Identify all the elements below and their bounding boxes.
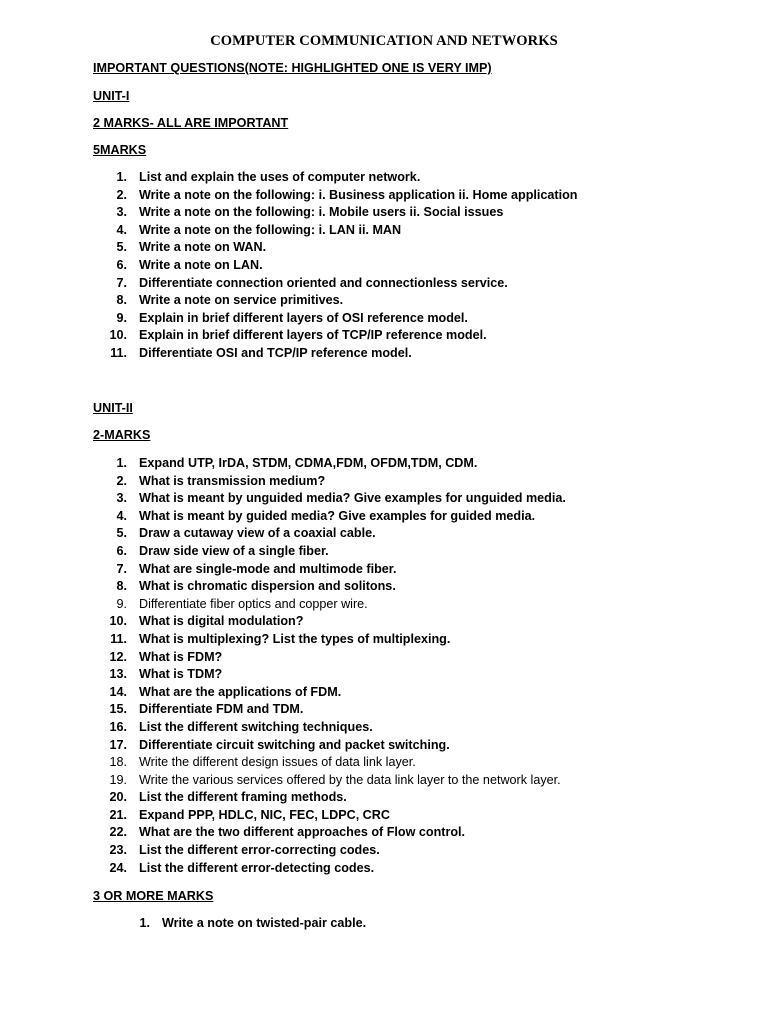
question-text: Differentiate circuit switching and packet switching.	[139, 737, 450, 752]
question-text: What is TDM?	[139, 667, 223, 682]
question-text: Write a note on WAN.	[139, 240, 267, 255]
question-number: 1.	[116, 170, 127, 184]
question-text: What is digital modulation?	[139, 614, 304, 629]
question-number: 11.	[110, 345, 127, 360]
question-number: 19.	[109, 772, 127, 787]
question-text: Differentiate connection oriented and connectionless service.	[139, 275, 508, 290]
question-number: 6.	[116, 257, 127, 272]
question-number: 5.	[116, 526, 127, 541]
question-number: 3.	[116, 491, 127, 506]
important-questions-note: IMPORTANT QUESTIONS(NOTE: HIGHLIGHTED ONE IS VERY IMP)	[93, 61, 492, 75]
question-text: Write the different design issues of data link layer.	[139, 755, 416, 770]
question-number: 4.	[116, 222, 127, 237]
question-text: Differentiate fiber optics and copper wire.	[139, 596, 368, 611]
question-number: 6.	[116, 543, 127, 558]
unit-1-heading: UNIT-I	[93, 89, 130, 103]
question-number: 7.	[116, 275, 127, 290]
question-text: List the different switching techniques.	[139, 719, 373, 734]
question-number: 7.	[116, 561, 127, 576]
question-number: 8.	[116, 293, 127, 308]
question-number: 17.	[109, 737, 127, 752]
question-text: Expand UTP, IrDA, STDM, CDMA,FDM, OFDM,TDM, CDM.	[139, 456, 478, 470]
question-text: Draw a cutaway view of a coaxial cable.	[139, 526, 376, 541]
question-text: Explain in brief different layers of OSI reference model.	[139, 310, 468, 325]
question-text: List the different error-detecting codes.	[139, 860, 375, 875]
question-number: 9.	[116, 596, 127, 611]
question-text: Draw side view of a single fiber.	[139, 543, 329, 558]
question-number: 1.	[116, 456, 127, 470]
question-text: Write a note on the following: i. LAN ii. MAN	[139, 222, 402, 237]
question-text: What are the two different approaches of Flow control.	[139, 825, 466, 840]
question-text: What is FDM?	[139, 649, 223, 664]
unit-2-three-marks-heading: 3 OR MORE MARKS	[93, 889, 214, 903]
question-text: What is meant by guided media? Give examples for guided media.	[139, 508, 536, 523]
unit-1-five-marks-heading: 5MARKS	[93, 143, 147, 157]
question-text: Differentiate OSI and TCP/IP reference model.	[139, 345, 412, 360]
question-number: 2.	[116, 187, 127, 202]
question-text: Explain in brief different layers of TCP/IP reference model.	[139, 328, 487, 343]
question-text: Write a note on twisted-pair cable.	[162, 916, 367, 930]
question-number: 13.	[109, 667, 127, 682]
question-text: Write a note on the following: i. Business application ii. Home application	[139, 187, 578, 202]
question-text: What are the applications of FDM.	[139, 684, 342, 699]
question-number: 1.	[139, 916, 150, 930]
question-text: List the different framing methods.	[139, 790, 347, 805]
question-number: 2.	[116, 473, 127, 488]
question-number: 5.	[116, 240, 127, 255]
question-text: What is meant by unguided media? Give examples for unguided media.	[139, 491, 566, 506]
question-number: 16.	[109, 719, 127, 734]
question-number: 21.	[109, 807, 127, 822]
question-text: List the different error-correcting codes.	[139, 843, 380, 858]
question-text: Write a note on the following: i. Mobile users ii. Social issues	[139, 205, 504, 220]
question-number: 14.	[109, 684, 127, 699]
unit-1-two-marks-heading: 2 MARKS- ALL ARE IMPORTANT	[93, 116, 289, 130]
document-title: COMPUTER COMMUNICATION AND NETWORKS	[210, 33, 558, 49]
question-number: 8.	[116, 579, 127, 594]
question-text: What are single-mode and multimode fiber.	[139, 561, 397, 576]
question-number: 24.	[109, 860, 127, 875]
question-number: 9.	[116, 310, 127, 325]
question-number: 15.	[109, 702, 127, 717]
unit-2-two-marks-heading: 2-MARKS	[93, 428, 151, 442]
question-number: 23.	[109, 843, 127, 858]
question-text: List and explain the uses of computer network.	[139, 170, 421, 184]
question-text: What is chromatic dispersion and solitons.	[139, 579, 396, 594]
question-text: Differentiate FDM and TDM.	[139, 702, 304, 717]
question-text: Write a note on service primitives.	[139, 293, 344, 308]
question-number: 12.	[109, 649, 127, 664]
question-text: What is transmission medium?	[139, 473, 326, 488]
question-text: Expand PPP, HDLC, NIC, FEC, LDPC, CRC	[139, 807, 390, 822]
question-text: Write a note on LAN.	[139, 257, 263, 272]
question-text: Write the various services offered by the data link layer to the network layer.	[139, 772, 561, 787]
unit-2-heading: UNIT-II	[93, 401, 133, 415]
question-text: What is multiplexing? List the types of multiplexing.	[139, 631, 451, 646]
question-number: 20.	[109, 790, 127, 805]
question-number: 10.	[109, 328, 127, 343]
question-number: 22.	[109, 825, 127, 840]
question-number: 11.	[110, 631, 127, 646]
question-number: 4.	[116, 508, 127, 523]
question-number: 10.	[109, 614, 127, 629]
question-number: 18.	[109, 755, 127, 770]
question-number: 3.	[116, 205, 127, 220]
